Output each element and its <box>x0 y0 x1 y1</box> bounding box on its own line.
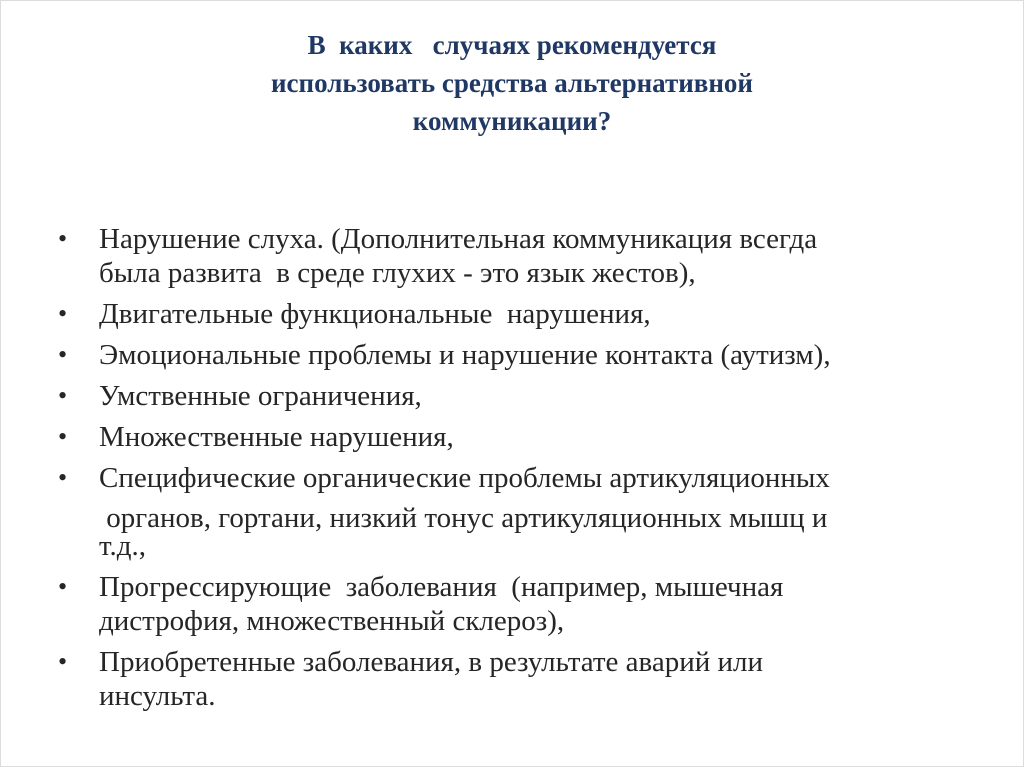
bullet-icon: • <box>58 224 68 253</box>
list-item-acquired <box>58 645 988 713</box>
list-item-line: Двигательные функциональные нарушения, <box>99 298 651 330</box>
title-line-2: использовать средства альтернативной <box>271 68 753 98</box>
list-item-line: Множественные нарушения, <box>99 421 454 453</box>
list-item-mental <box>58 379 988 413</box>
list-item-line: Эмоциональные проблемы и нарушение контакта (аутизм), <box>99 339 831 371</box>
list-item-line: Специфические органические проблемы артикуляционных <box>99 462 830 494</box>
title-line-3: коммуникации? <box>412 106 612 136</box>
list-item-line: органов, гортани, низкий тонус артикуляционных мышц и <box>99 502 828 534</box>
list-item-articulation <box>58 461 988 563</box>
bullet-icon: • <box>58 422 68 451</box>
bullet-icon: • <box>58 381 68 410</box>
list-item-line: Нарушение слуха. (Дополнительная коммуникация всегда <box>99 223 818 255</box>
list-item-emotional <box>58 338 988 372</box>
list-item-multiple <box>58 420 988 454</box>
bullet-icon: • <box>58 647 68 676</box>
list-item-line: т.д., <box>99 530 146 562</box>
list-item-motor <box>58 297 988 331</box>
list-item-line: Приобретенные заболевания, в результате аварий или <box>99 646 764 678</box>
list-item-line: инсульта. <box>99 680 216 712</box>
list-item-line: Прогрессирующие заболевания (например, мышечная <box>99 571 784 603</box>
bullet-icon: • <box>58 463 68 492</box>
list-item-line: Умственные ограничения, <box>99 380 422 412</box>
list-item-progressive <box>58 570 988 638</box>
list-item-hearing <box>58 222 988 290</box>
list-item-line: была развита в среде глухих - это язык жестов), <box>99 257 696 289</box>
bullet-icon: • <box>58 340 68 369</box>
bullet-icon: • <box>58 299 68 328</box>
bullet-list <box>58 222 988 720</box>
bullet-icon: • <box>58 572 68 601</box>
title-line-1: В каких случаях рекомендуется <box>307 30 717 60</box>
list-item-line: дистрофия, множественный склероз), <box>99 605 565 637</box>
slide-title <box>180 26 844 140</box>
